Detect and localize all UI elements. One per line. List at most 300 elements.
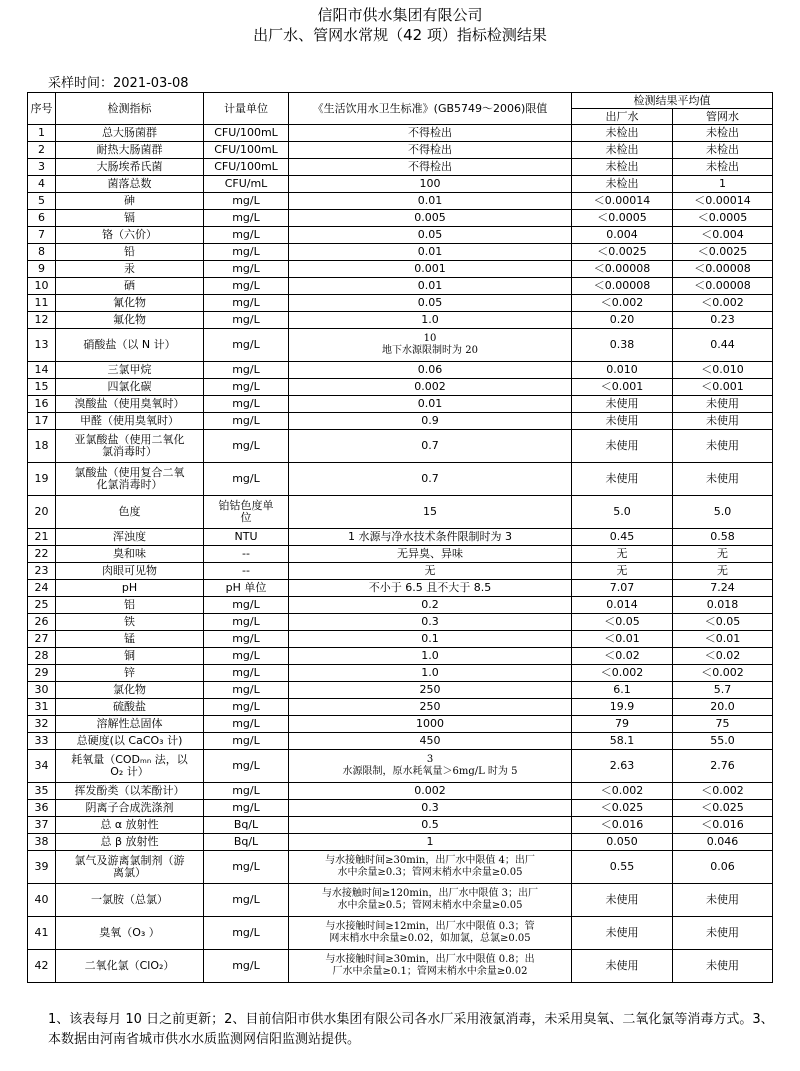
factory-value: 无 [572, 546, 673, 563]
unit: mg/L [204, 750, 289, 783]
standard-limit: 与水接触时间≥30min，出厂水中限值 0.8；出 厂水中余量≥0.1；管网末梢水中余量≥0.02 [289, 950, 572, 983]
factory-value: 0.45 [572, 529, 673, 546]
factory-value: 未使用 [572, 463, 673, 496]
unit: CFU/100mL [204, 159, 289, 176]
factory-value: 7.07 [572, 580, 673, 597]
factory-value: 未检出 [572, 142, 673, 159]
row-number: 1 [28, 125, 56, 142]
standard-limit: 与水接触时间≥120min，出厂水中限值 3；出厂 水中余量≥0.5；管网末梢水中余量≥0.05 [289, 884, 572, 917]
indicator-name: 阴离子合成洗涤剂 [56, 800, 204, 817]
indicator-name: 氟化物 [56, 312, 204, 329]
row-number: 23 [28, 563, 56, 580]
unit: mg/L [204, 682, 289, 699]
row-number: 29 [28, 665, 56, 682]
row-number: 39 [28, 851, 56, 884]
factory-value: 未检出 [572, 176, 673, 193]
factory-value: 79 [572, 716, 673, 733]
row-number: 31 [28, 699, 56, 716]
indicator-name: 氯气及游离氯制剂（游 离氯） [56, 851, 204, 884]
header-factory: 出厂水 [572, 109, 673, 125]
network-value: 未使用 [673, 950, 773, 983]
unit: mg/L [204, 648, 289, 665]
standard-limit: 不得检出 [289, 125, 572, 142]
indicator-name: 硫酸盐 [56, 699, 204, 716]
indicator-name: 铬（六价） [56, 227, 204, 244]
indicator-name: 铜 [56, 648, 204, 665]
network-value: ＜0.00008 [673, 278, 773, 295]
row-number: 26 [28, 614, 56, 631]
table-row [28, 413, 773, 430]
standard-limit: 0.9 [289, 413, 572, 430]
network-value: 未使用 [673, 884, 773, 917]
row-number: 6 [28, 210, 56, 227]
table-row [28, 362, 773, 379]
standard-limit: 0.002 [289, 379, 572, 396]
unit: mg/L [204, 413, 289, 430]
table-row [28, 244, 773, 261]
table-row [28, 227, 773, 244]
table-row [28, 529, 773, 546]
row-number: 3 [28, 159, 56, 176]
standard-limit: 250 [289, 699, 572, 716]
indicator-name: 总 α 放射性 [56, 817, 204, 834]
table-row [28, 750, 773, 783]
table-row [28, 312, 773, 329]
row-number: 13 [28, 329, 56, 362]
table-row [28, 379, 773, 396]
row-number: 30 [28, 682, 56, 699]
factory-value: ＜0.002 [572, 783, 673, 800]
row-number: 25 [28, 597, 56, 614]
unit: mg/L [204, 716, 289, 733]
indicator-name: 镉 [56, 210, 204, 227]
standard-limit: 0.005 [289, 210, 572, 227]
factory-value: 6.1 [572, 682, 673, 699]
standard-limit: 3 水源限制，原水耗氧量＞6mg/L 时为 5 [289, 750, 572, 783]
sample-date: 采样时间：2021-03-08 [48, 76, 189, 91]
indicator-name: 甲醛（使用臭氧时） [56, 413, 204, 430]
standard-limit: 0.3 [289, 614, 572, 631]
network-value: ＜0.0005 [673, 210, 773, 227]
standard-limit: 不得检出 [289, 159, 572, 176]
network-value: ＜0.004 [673, 227, 773, 244]
unit: CFU/100mL [204, 125, 289, 142]
network-value: ＜0.025 [673, 800, 773, 817]
row-number: 14 [28, 362, 56, 379]
standard-limit: 0.7 [289, 430, 572, 463]
factory-value: ＜0.00008 [572, 261, 673, 278]
table-row [28, 699, 773, 716]
indicator-name: 二氧化氯（ClO₂） [56, 950, 204, 983]
row-number: 21 [28, 529, 56, 546]
unit: CFU/mL [204, 176, 289, 193]
indicator-name: 总 β 放射性 [56, 834, 204, 851]
network-value: ＜0.002 [673, 665, 773, 682]
network-value: 0.58 [673, 529, 773, 546]
row-number: 12 [28, 312, 56, 329]
factory-value: 19.9 [572, 699, 673, 716]
standard-limit: 0.05 [289, 295, 572, 312]
factory-value: ＜0.025 [572, 800, 673, 817]
factory-value: 0.004 [572, 227, 673, 244]
standard-limit: 1000 [289, 716, 572, 733]
indicator-name: 铅 [56, 244, 204, 261]
factory-value: 未使用 [572, 917, 673, 950]
network-value: 55.0 [673, 733, 773, 750]
factory-value: 未使用 [572, 430, 673, 463]
indicator-name: 亚氯酸盐（使用二氧化 氯消毒时） [56, 430, 204, 463]
unit: mg/L [204, 379, 289, 396]
standard-limit: 10 地下水源限制时为 20 [289, 329, 572, 362]
unit: mg/L [204, 699, 289, 716]
factory-value: ＜0.0005 [572, 210, 673, 227]
factory-value: 0.38 [572, 329, 673, 362]
table-row [28, 546, 773, 563]
standard-limit: 0.01 [289, 193, 572, 210]
indicator-name: 锌 [56, 665, 204, 682]
table-row [28, 851, 773, 884]
row-number: 28 [28, 648, 56, 665]
unit: mg/L [204, 733, 289, 750]
header-no: 序号 [28, 93, 56, 125]
row-number: 17 [28, 413, 56, 430]
network-value: 75 [673, 716, 773, 733]
indicator-name: 耗氧量（CODₘₙ 法，以 O₂ 计） [56, 750, 204, 783]
factory-value: ＜0.05 [572, 614, 673, 631]
standard-limit: 0.002 [289, 783, 572, 800]
row-number: 32 [28, 716, 56, 733]
indicator-name: 氯化物 [56, 682, 204, 699]
table-row [28, 159, 773, 176]
network-value: 5.7 [673, 682, 773, 699]
row-number: 38 [28, 834, 56, 851]
network-value: ＜0.002 [673, 783, 773, 800]
standard-limit: 0.5 [289, 817, 572, 834]
network-value: ＜0.001 [673, 379, 773, 396]
network-value: 5.0 [673, 496, 773, 529]
standard-limit: 250 [289, 682, 572, 699]
unit: Bq/L [204, 817, 289, 834]
row-number: 36 [28, 800, 56, 817]
factory-value: 未使用 [572, 884, 673, 917]
unit: mg/L [204, 227, 289, 244]
table-row [28, 665, 773, 682]
row-number: 34 [28, 750, 56, 783]
unit: mg/L [204, 396, 289, 413]
standard-limit: 不得检出 [289, 142, 572, 159]
standard-limit: 0.7 [289, 463, 572, 496]
table-row [28, 716, 773, 733]
unit: mg/L [204, 851, 289, 884]
unit: mg/L [204, 278, 289, 295]
table-row [28, 917, 773, 950]
row-number: 5 [28, 193, 56, 210]
standard-limit: 15 [289, 496, 572, 529]
indicator-name: 大肠埃希氏菌 [56, 159, 204, 176]
indicator-name: 铝 [56, 597, 204, 614]
factory-value: 2.63 [572, 750, 673, 783]
table-row [28, 496, 773, 529]
network-value: 未使用 [673, 917, 773, 950]
table-row [28, 430, 773, 463]
factory-value: 58.1 [572, 733, 673, 750]
factory-value: ＜0.016 [572, 817, 673, 834]
indicator-name: 硝酸盐（以 N 计） [56, 329, 204, 362]
indicator-name: 氰化物 [56, 295, 204, 312]
indicator-name: 四氯化碳 [56, 379, 204, 396]
indicator-name: 色度 [56, 496, 204, 529]
row-number: 20 [28, 496, 56, 529]
network-value: 2.76 [673, 750, 773, 783]
standard-limit: 不小于 6.5 且不大于 8.5 [289, 580, 572, 597]
unit: mg/L [204, 312, 289, 329]
factory-value: 无 [572, 563, 673, 580]
table-row [28, 631, 773, 648]
unit: mg/L [204, 783, 289, 800]
network-value: 0.046 [673, 834, 773, 851]
factory-value: 0.050 [572, 834, 673, 851]
factory-value: 未使用 [572, 396, 673, 413]
standard-limit: 0.3 [289, 800, 572, 817]
network-value: 未检出 [673, 142, 773, 159]
factory-value: ＜0.0025 [572, 244, 673, 261]
network-value: ＜0.002 [673, 295, 773, 312]
unit: 铂钴色度单 位 [204, 496, 289, 529]
table-row [28, 278, 773, 295]
indicator-name: pH [56, 580, 204, 597]
indicator-name: 臭和味 [56, 546, 204, 563]
standard-limit: 0.1 [289, 631, 572, 648]
table-row [28, 329, 773, 362]
factory-value: 未检出 [572, 125, 673, 142]
indicator-name: 总硬度(以 CaCO₃ 计) [56, 733, 204, 750]
row-number: 15 [28, 379, 56, 396]
row-number: 2 [28, 142, 56, 159]
standard-limit: 0.01 [289, 278, 572, 295]
company-title: 信阳市供水集团有限公司 [317, 6, 483, 24]
network-value: 7.24 [673, 580, 773, 597]
network-value: ＜0.0025 [673, 244, 773, 261]
standard-limit: 450 [289, 733, 572, 750]
indicator-name: 铁 [56, 614, 204, 631]
network-value: 0.23 [673, 312, 773, 329]
table-row [28, 210, 773, 227]
standard-limit: 0.06 [289, 362, 572, 379]
table-row [28, 193, 773, 210]
factory-value: 未使用 [572, 413, 673, 430]
factory-value: ＜0.02 [572, 648, 673, 665]
table-row [28, 563, 773, 580]
network-value: 未检出 [673, 159, 773, 176]
network-value: ＜0.01 [673, 631, 773, 648]
unit: mg/L [204, 193, 289, 210]
network-value: 无 [673, 546, 773, 563]
unit: CFU/100mL [204, 142, 289, 159]
unit: pH 单位 [204, 580, 289, 597]
indicator-name: 汞 [56, 261, 204, 278]
row-number: 11 [28, 295, 56, 312]
network-value: 未检出 [673, 125, 773, 142]
factory-value: 5.0 [572, 496, 673, 529]
unit: -- [204, 546, 289, 563]
table-row [28, 648, 773, 665]
indicator-name: 硒 [56, 278, 204, 295]
table-row [28, 597, 773, 614]
network-value: 1 [673, 176, 773, 193]
factory-value: 0.20 [572, 312, 673, 329]
factory-value: ＜0.001 [572, 379, 673, 396]
table-row [28, 142, 773, 159]
indicator-name: 溴酸盐（使用臭氧时） [56, 396, 204, 413]
table-row [28, 580, 773, 597]
indicator-name: 锰 [56, 631, 204, 648]
unit: mg/L [204, 614, 289, 631]
table-row [28, 261, 773, 278]
factory-value: ＜0.002 [572, 295, 673, 312]
table-row [28, 817, 773, 834]
factory-value: 0.55 [572, 851, 673, 884]
factory-value: 未检出 [572, 159, 673, 176]
header-network: 管网水 [673, 109, 773, 125]
standard-limit: 1 [289, 834, 572, 851]
row-number: 27 [28, 631, 56, 648]
unit: mg/L [204, 362, 289, 379]
indicator-name: 挥发酚类（以苯酚计） [56, 783, 204, 800]
row-number: 16 [28, 396, 56, 413]
header-standard: 《生活饮用水卫生标准》(GB5749～2006)限值 [289, 93, 572, 125]
network-value: 20.0 [673, 699, 773, 716]
row-number: 7 [28, 227, 56, 244]
unit: mg/L [204, 917, 289, 950]
indicator-name: 砷 [56, 193, 204, 210]
indicator-name: 溶解性总固体 [56, 716, 204, 733]
standard-limit: 无异臭、异味 [289, 546, 572, 563]
standard-limit: 与水接触时间≥30min，出厂水中限值 4；出厂 水中余量≥0.3；管网末梢水中余量≥0.05 [289, 851, 572, 884]
indicator-name: 三氯甲烷 [56, 362, 204, 379]
unit: mg/L [204, 800, 289, 817]
standard-limit: 1.0 [289, 312, 572, 329]
table-row [28, 125, 773, 142]
table-body [28, 125, 773, 983]
row-number: 8 [28, 244, 56, 261]
row-number: 33 [28, 733, 56, 750]
row-number: 9 [28, 261, 56, 278]
standard-limit: 1.0 [289, 665, 572, 682]
factory-value: ＜0.01 [572, 631, 673, 648]
network-value: 0.06 [673, 851, 773, 884]
network-value: 未使用 [673, 396, 773, 413]
factory-value: 未使用 [572, 950, 673, 983]
standard-limit: 1 水源与净水技术条件限制时为 3 [289, 529, 572, 546]
unit: mg/L [204, 665, 289, 682]
row-number: 19 [28, 463, 56, 496]
row-number: 4 [28, 176, 56, 193]
indicator-name: 菌落总数 [56, 176, 204, 193]
table-row [28, 396, 773, 413]
row-number: 42 [28, 950, 56, 983]
row-number: 41 [28, 917, 56, 950]
table-row [28, 614, 773, 631]
unit: mg/L [204, 210, 289, 227]
unit: mg/L [204, 950, 289, 983]
standard-limit: 无 [289, 563, 572, 580]
header-unit: 计量单位 [204, 93, 289, 125]
table-row [28, 834, 773, 851]
network-value: ＜0.05 [673, 614, 773, 631]
unit: NTU [204, 529, 289, 546]
results-table [27, 92, 773, 983]
table-row [28, 884, 773, 917]
network-value: 0.018 [673, 597, 773, 614]
unit: mg/L [204, 884, 289, 917]
indicator-name: 臭氧（O₃ ） [56, 917, 204, 950]
unit: Bq/L [204, 834, 289, 851]
factory-value: 0.014 [572, 597, 673, 614]
network-value: ＜0.00008 [673, 261, 773, 278]
row-number: 37 [28, 817, 56, 834]
table-row [28, 682, 773, 699]
factory-value: 0.010 [572, 362, 673, 379]
unit: mg/L [204, 597, 289, 614]
standard-limit: 0.001 [289, 261, 572, 278]
unit: mg/L [204, 244, 289, 261]
table-row [28, 295, 773, 312]
network-value: 未使用 [673, 430, 773, 463]
table-row [28, 176, 773, 193]
table-row [28, 733, 773, 750]
unit: mg/L [204, 463, 289, 496]
indicator-name: 氯酸盐（使用复合二氧 化氯消毒时） [56, 463, 204, 496]
row-number: 24 [28, 580, 56, 597]
table-row [28, 950, 773, 983]
standard-limit: 100 [289, 176, 572, 193]
network-value: 无 [673, 563, 773, 580]
network-value: 未使用 [673, 463, 773, 496]
indicator-name: 耐热大肠菌群 [56, 142, 204, 159]
footer-note: 1、该表每月 10 日之前更新；2、目前信阳市供水集团有限公司各水厂采用液氯消毒，未采用臭氧、二氧化氯等消毒方式。3、本数据由河南省城市供水水质监测网信阳监测站提供。 [48, 1012, 774, 1047]
standard-limit: 1.0 [289, 648, 572, 665]
unit: mg/L [204, 261, 289, 278]
standard-limit: 0.01 [289, 244, 572, 261]
factory-value: ＜0.002 [572, 665, 673, 682]
network-value: ＜0.016 [673, 817, 773, 834]
indicator-name: 总大肠菌群 [56, 125, 204, 142]
report-title: 出厂水、管网水常规（42 项）指标检测结果 [253, 26, 547, 44]
standard-limit: 0.2 [289, 597, 572, 614]
network-value: 0.44 [673, 329, 773, 362]
indicator-name: 一氯胺（总氯） [56, 884, 204, 917]
standard-limit: 与水接触时间≥12min，出厂水中限值 0.3；管 网末梢水中余量≥0.02，如加氯，总氯≥0.05 [289, 917, 572, 950]
table-row [28, 463, 773, 496]
network-value: ＜0.02 [673, 648, 773, 665]
row-number: 18 [28, 430, 56, 463]
unit: mg/L [204, 329, 289, 362]
unit: mg/L [204, 430, 289, 463]
header-average: 检测结果平均值 [572, 93, 773, 109]
factory-value: ＜0.00014 [572, 193, 673, 210]
factory-value: ＜0.00008 [572, 278, 673, 295]
table-row [28, 783, 773, 800]
standard-limit: 0.01 [289, 396, 572, 413]
network-value: ＜0.00014 [673, 193, 773, 210]
indicator-name: 肉眼可见物 [56, 563, 204, 580]
network-value: ＜0.010 [673, 362, 773, 379]
standard-limit: 0.05 [289, 227, 572, 244]
row-number: 40 [28, 884, 56, 917]
network-value: 未使用 [673, 413, 773, 430]
row-number: 10 [28, 278, 56, 295]
row-number: 22 [28, 546, 56, 563]
